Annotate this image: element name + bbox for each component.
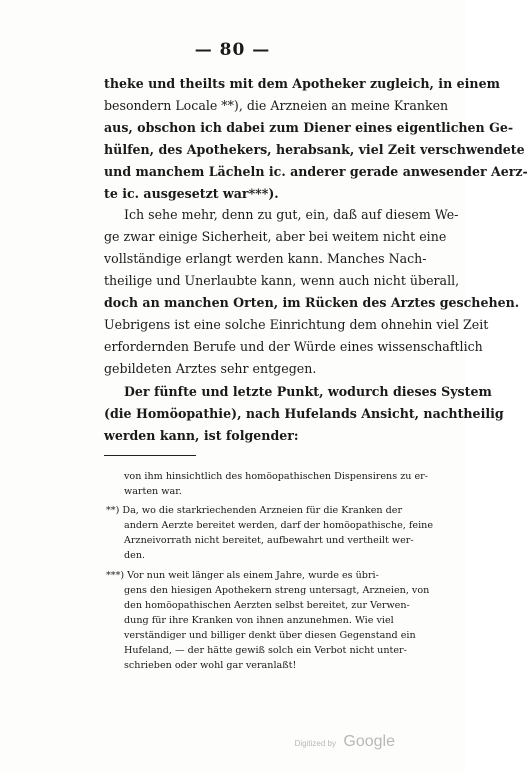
footnote-line: dung für ihre Kranken von ihnen anzunehmen. Wie viel (124, 615, 394, 626)
body-line: erfordernden Berufe und der Würde eines wissenschaftlich (104, 339, 483, 354)
footnote-divider (104, 455, 196, 456)
body-line: vollständige erlangt werden kann. Manches Nach- (104, 251, 427, 266)
footnote-line: verständiger und billiger denkt über diesen Gegenstand ein (124, 630, 416, 641)
footnote-line: Arzneivorrath nicht bereitet, aufbewahrt und vertheilt wer- (124, 535, 414, 546)
body-line: Ich sehe mehr, denn zu gut, ein, daß auf diesem We- (124, 207, 459, 222)
footnote-line: schrieben oder wohl gar veranlaßt! (124, 660, 297, 671)
footnote-line: gens den hiesigen Apothekern streng untersagt, Arzneien, von (124, 585, 430, 596)
digitized-watermark (295, 733, 395, 751)
footnote-line: **) Da, wo die starkriechenden Arzneien für die Kranken der (106, 505, 403, 516)
body-line: theke und theilts mit dem Apotheker zugleich, in einem (104, 76, 500, 91)
body-line: hülfen, des Apothekers, herabsank, viel Zeit verschwendete (104, 142, 525, 157)
body-line: te ic. ausgesetzt war***). (104, 186, 279, 201)
body-line: und manchem Lächeln ic. anderer gerade anwesender Aerz- (104, 164, 528, 179)
body-line: Uebrigens ist eine solche Einrichtung dem ohnehin viel Zeit (104, 317, 489, 332)
body-line: (die Homöopathie), nach Hufelands Ansicht, nachtheilig (104, 406, 504, 421)
body-line: Der fünfte und letzte Punkt, wodurch dieses System (124, 384, 492, 399)
body-line: doch an manchen Orten, im Rücken des Arztes geschehen. (104, 295, 520, 310)
footnote-line: warten war. (124, 486, 182, 497)
footnote-line: ***) Vor nun weit länger als einem Jahre, wurde es übri- (106, 570, 379, 581)
body-line: gebildeten Arztes sehr entgegen. (104, 361, 317, 376)
footnote-line: den. (124, 550, 146, 561)
footnote-line: den homöopathischen Aerzten selbst bereitet, zur Verwen- (124, 600, 410, 611)
body-line: ge zwar einige Sicherheit, aber bei weitem nicht eine (104, 229, 447, 244)
footnote-line: andern Aerzte bereitet werden, darf der homöopathische, feine (124, 520, 433, 531)
google-logo: Google (343, 733, 395, 750)
body-line: besondern Locale **), die Arzneien an meine Kranken (104, 98, 449, 113)
footnote-line: Hufeland, — der hätte gewiß solch ein Verbot nicht unter- (124, 645, 407, 656)
body-line: aus, obschon ich dabei zum Diener eines eigentlichen Ge- (104, 120, 514, 135)
digitized-by-label: Digitized by (294, 739, 336, 748)
body-line: theilige und Unerlaubte kann, wenn auch nicht überall, (104, 273, 460, 288)
footnote-line: von ihm hinsichtlich des homöopathischen Dispensirens zu er- (124, 471, 428, 482)
body-line: werden kann, ist folgender: (104, 428, 299, 443)
page-number: — 80 — (194, 40, 271, 60)
